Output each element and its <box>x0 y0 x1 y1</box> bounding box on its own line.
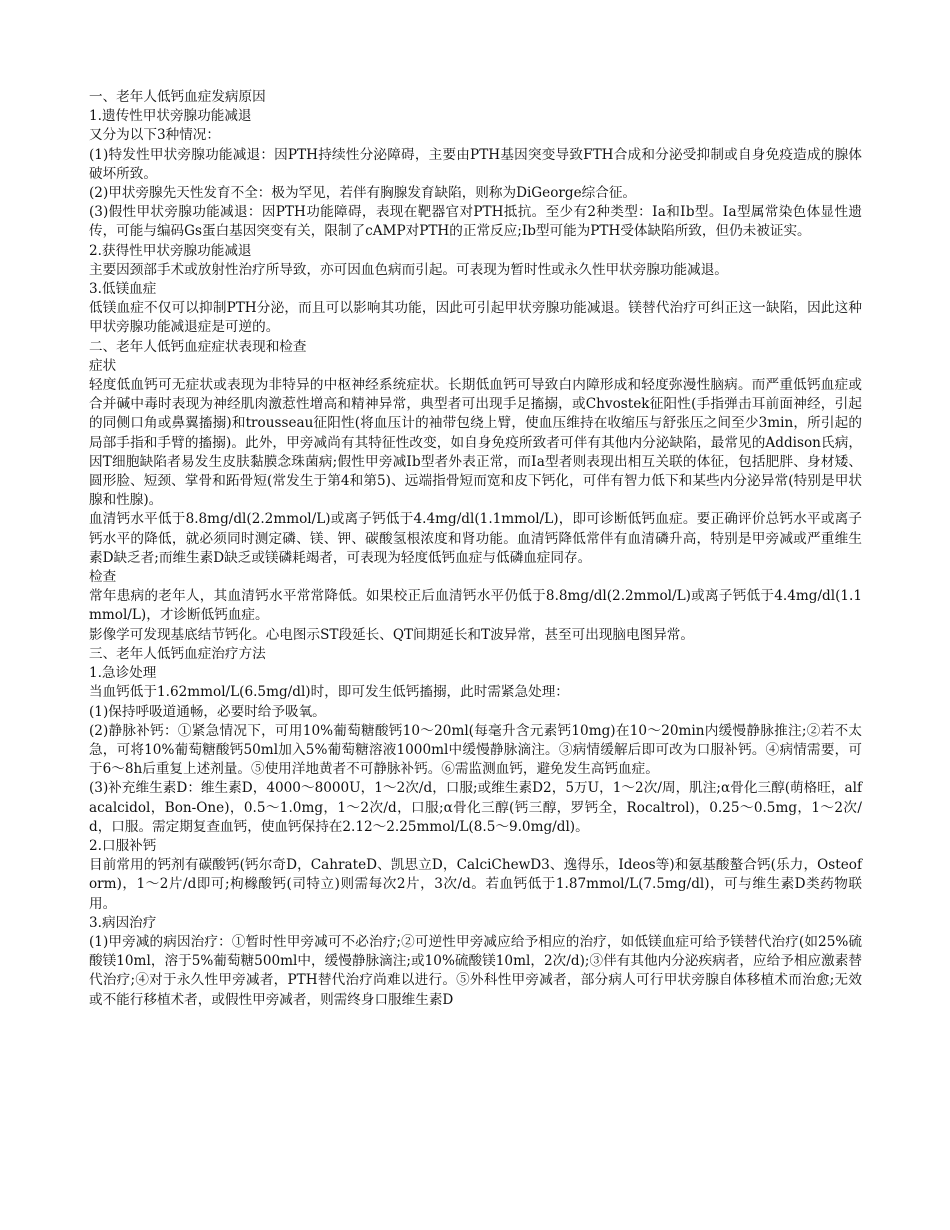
paragraph-iv-calcium: (2)静脉补钙：①紧急情况下，可用10%葡萄糖酸钙10～20ml(每毫升含元素钙10mg)在10～20min内缓慢静脉推注;②若不太急，可将10%葡萄糖酸钙50ml加入5%葡萄糖溶液1000ml中缓慢静脉滴注。③病情缓解后即可改为口服补钙。④病情需要，可于6～8h后重复上述剂量。⑤使用洋地黄者不可静脉补钙。⑥需监测血钙，避免发生高钙血症。 <box>89 722 862 778</box>
paragraph-emergency: 当血钙低于1.62mmol/L(6.5mg/dl)时，即可发生低钙搐搦，此时需紧急处理： <box>89 684 569 701</box>
section-heading-treatment: 三、老年人低钙血症治疗方法 <box>89 645 266 662</box>
paragraph-pseudo: (3)假性甲状旁腺功能减退：因PTH功能障碍，表现在靶器官对PTH抵抗。至少有2种类型：Ⅰa和Ⅰb型。Ⅰa型属常染色体显性遗传，可能与编码Gs蛋白基因突变有关，限制了cAMP对PTH的正常反应;Ⅰb型可能为PTH受体缺陷所致，但仍未被证实。 <box>89 204 862 240</box>
paragraph-idiopathic: (1)特发性甲状旁腺功能减退：因PTH持续性分泌障碍，主要由PTH基因突变导致FTH合成和分泌受抑制或自身免疫造成的腺体破坏所致。 <box>89 146 862 182</box>
paragraph-diagnosis: 血清钙水平低于8.8mg/dl(2.2mmol/L)或离子钙低于4.4mg/dl(1.1mmol/L)，即可诊断低钙血症。要正确评价总钙水平或离子钙水平的降低，就必须同时测定磷、镁、钾、碳酸氢根浓度和肾功能。血清钙降低常伴有血清磷升高，特别是甲旁减或严重维生素D缺乏者;而维生素D缺乏或镁磷耗竭者，可表现为轻度低钙血症与低磷血症同存。 <box>89 511 862 566</box>
paragraph-intro: 又分为以下3种情况： <box>89 127 220 144</box>
subheading-acquired: 2.获得性甲状旁腺功能减退 <box>89 242 252 259</box>
paragraph-digeorge: (2)甲状旁腺先天性发育不全：极为罕见，若伴有胸腺发育缺陷，则称为DiGeorge综合征。 <box>89 185 637 202</box>
subheading-oral-calcium: 2.口服补钙 <box>89 837 157 854</box>
paragraph-imaging: 影像学可发现基底结节钙化。心电图示ST段延长、QT间期延长和T波异常，甚至可出现脑电图异常。 <box>89 626 694 643</box>
paragraph-vitamin-d: (3)补充维生素D：维生素D，4000～8000U，1～2次/d，口服;或维生素D2，5万U，1～2次/周，肌注;α骨化三醇(萌格旺，alfacalcidol，Bon-One)，0.5～1.0mg，1～2次/d，口服;α骨化三醇(钙三醇，罗钙全，Rocaltrol)，0.25～0.5mg，1～2次/d，口服。需定期复查血钙，使血钙保持在2.12～2.25mmol/L(8.5～9.0mg/dl)。 <box>89 780 862 835</box>
subheading-hypomagnesemia: 3.低镁血症 <box>89 281 157 298</box>
paragraph-symptoms: 轻度低血钙可无症状或表现为非特异的中枢神经系统症状。长期低血钙可导致白内障形成和轻度弥漫性脑病。而严重低钙血症或合并碱中毒时表现为神经肌肉激惹性增高和精神异常，典型者可出现手足搐搦，或Chvostek征阳性(手指弹击耳前面神经，引起的同侧口角或鼻翼搐搦)和trousseau征阳性(将血压计的袖带包绕上臂，使血压维持在收缩压与舒张压之间至少3min，所引起的局部手指和手臂的搐搦)。此外，甲旁减尚有其特征性改变，如自身免疫所致者可伴有其他内分泌缺陷，最常见的Addison氏病，因T细胞缺陷者易发生皮肤黏膜念珠菌病;假性甲旁减Ⅰb型者外表正常，而Ⅰa型者则表现出相互关联的体征，包括肥胖、身材矮、圆形脸、短颈、掌骨和跖骨短(常发生于第4和第5)、远端指骨短而宽和皮下钙化，可伴有智力低下和某些内分泌异常(特别是甲状腺和性腺)。 <box>89 377 862 509</box>
section-heading-causes: 一、老年人低钙血症发病原因 <box>89 89 266 105</box>
section-heading-symptoms: 二、老年人低钙血症症状表现和检查 <box>89 338 307 355</box>
paragraph-oral-calcium: 目前常用的钙剂有碳酸钙(钙尔奇D，CahrateD、凯思立D，CalciChewD3、逸得乐，Ideos等)和氨基酸螯合钙(乐力，Osteoform)，1～2片/d即可;枸橼酸钙(司特立)则需每次2片，3次/d。若血钙低于1.87mmol/L(7.5mg/dl)，可与维生素D类药物联用。 <box>89 857 862 912</box>
paragraph-etiology: (1)甲旁减的病因治疗：①暂时性甲旁减可不必治疗;②可逆性甲旁减应给予相应的治疗，如低镁血症可给予镁替代治疗(如25%硫酸镁10ml，溶于5%葡萄糖500ml中，缓慢静脉滴注;或10%硫酸镁10ml，2次/d);③伴有其他内分泌疾病者，应给予相应激素替代治疗;④对于永久性甲旁减者，PTH替代治疗尚难以进行。⑤外科性甲旁减者，部分病人可行甲状旁腺自体移植术而治愈;无效或不能行移植术者，或假性甲旁减者，则需终身口服维生素D <box>89 933 862 1008</box>
subheading-examination: 检查 <box>89 569 117 586</box>
subheading-hereditary: 1.遗传性甲状旁腺功能减退 <box>89 108 252 125</box>
paragraph-airway: (1)保持呼吸道通畅，必要时给予吸氧。 <box>89 703 326 720</box>
paragraph-acquired: 主要因颈部手术或放射性治疗所导致，亦可因血色病而引起。可表现为暂时性或永久性甲状旁腺功能减退。 <box>89 261 728 278</box>
paragraph-examination: 常年患病的老年人，其血清钙水平常常降低。如果校正后血清钙水平仍低于8.8mg/dl(2.2mmol/L)或离子钙低于4.4mg/dl(1.1mmol/L)，才诊断低钙血症。 <box>89 588 862 624</box>
paragraph-hypomagnesemia: 低镁血症不仅可以抑制PTH分泌，而且可以影响其功能，因此可引起甲状旁腺功能减退。镁替代治疗可纠正这一缺陷，因此这种甲状旁腺功能减退症是可逆的。 <box>89 300 862 336</box>
subheading-emergency: 1.急诊处理 <box>89 665 157 682</box>
subheading-symptoms: 症状 <box>89 357 117 374</box>
subheading-etiology: 3.病因治疗 <box>89 914 157 931</box>
